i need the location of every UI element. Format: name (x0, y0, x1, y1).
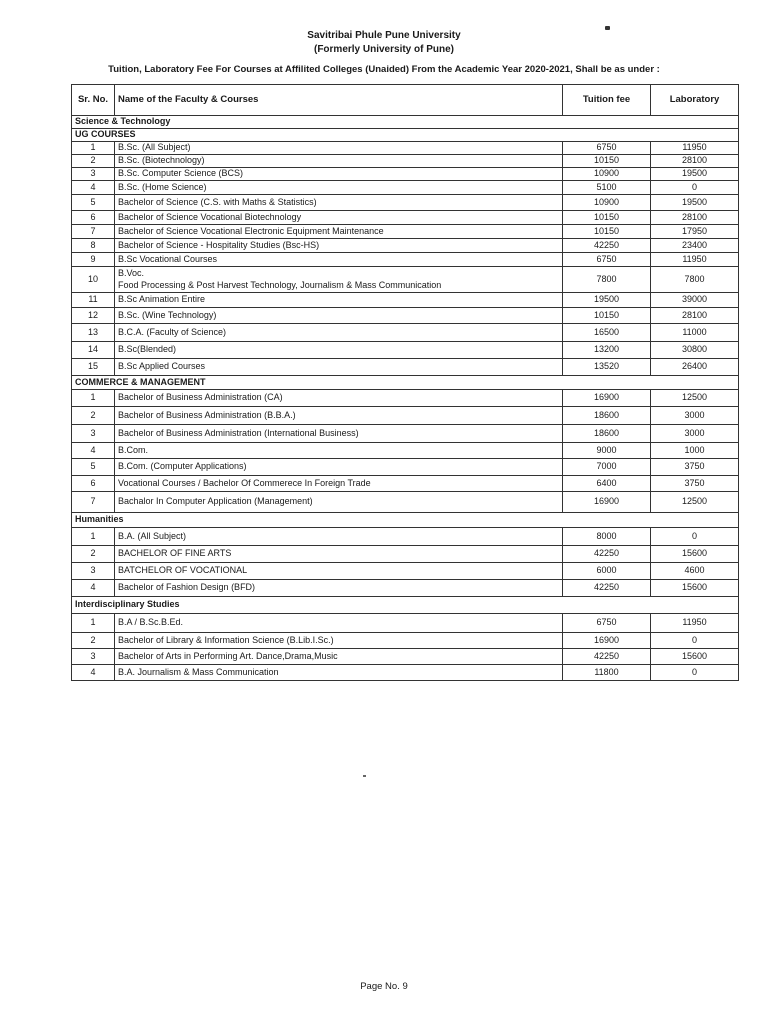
table-row (72, 359, 739, 376)
table-row (72, 225, 739, 239)
laboratory-fee: 0 (651, 665, 739, 681)
tuition-fee: 6400 (563, 476, 651, 492)
course-name: Bachelor of Business Administration (International Business) (115, 425, 563, 443)
table-row (72, 476, 739, 492)
laboratory-fee: 30800 (651, 342, 739, 359)
sr-no: 14 (72, 342, 115, 359)
laboratory-fee: 12500 (651, 492, 739, 513)
table-row (72, 390, 739, 407)
sr-no: 12 (72, 308, 115, 324)
laboratory-fee: 39000 (651, 293, 739, 308)
table-row (72, 407, 739, 425)
sr-no: 6 (72, 476, 115, 492)
tuition-fee: 16900 (563, 633, 651, 649)
table-row (72, 195, 739, 211)
sr-no: 7 (72, 225, 115, 239)
laboratory-fee: 11950 (651, 142, 739, 155)
tuition-fee: 7000 (563, 459, 651, 476)
table-row (72, 324, 739, 342)
table-row (72, 253, 739, 267)
tuition-fee: 7800 (563, 267, 651, 293)
tuition-fee: 18600 (563, 407, 651, 425)
section-row (72, 597, 739, 614)
laboratory-fee: 15600 (651, 580, 739, 597)
sr-no: 2 (72, 633, 115, 649)
table-row (72, 665, 739, 681)
sr-no: 3 (72, 649, 115, 665)
laboratory-fee: 28100 (651, 308, 739, 324)
tuition-fee: 42250 (563, 239, 651, 253)
tuition-fee: 6750 (563, 614, 651, 633)
course-name: B.Com. (115, 443, 563, 459)
course-name: B.Sc. Computer Science (BCS) (115, 168, 563, 181)
sr-no: 1 (72, 390, 115, 407)
sr-no: 2 (72, 546, 115, 563)
table-row (72, 168, 739, 181)
sr-no: 5 (72, 195, 115, 211)
laboratory-fee: 7800 (651, 267, 739, 293)
tuition-fee: 13520 (563, 359, 651, 376)
table-row (72, 443, 739, 459)
tuition-fee: 6000 (563, 563, 651, 580)
course-name: Bachelor of Science - Hospitality Studies (Bsc-HS) (115, 239, 563, 253)
laboratory-fee: 15600 (651, 649, 739, 665)
course-name: B.A. Journalism & Mass Communication (115, 665, 563, 681)
table-row (72, 267, 739, 293)
laboratory-fee: 3750 (651, 476, 739, 492)
course-name: Bachelor of Business Administration (CA) (115, 390, 563, 407)
laboratory-fee: 28100 (651, 155, 739, 168)
table-row (72, 528, 739, 546)
course-name: Bachelor of Science Vocational Biotechnology (115, 211, 563, 225)
tuition-fee: 10150 (563, 225, 651, 239)
section-row (72, 376, 739, 390)
table-row (72, 580, 739, 597)
course-name: Bachelor of Arts in Performing Art. Dance,Drama,Music (115, 649, 563, 665)
scan-speck (363, 775, 366, 777)
course-name-line2: Food Processing & Post Harvest Technology, Journalism & Mass Communication (118, 280, 442, 290)
sr-no: 2 (72, 155, 115, 168)
table-row (72, 425, 739, 443)
sr-no: 4 (72, 181, 115, 195)
laboratory-fee: 26400 (651, 359, 739, 376)
table-row (72, 239, 739, 253)
section-row (72, 129, 739, 142)
course-name: Bachalor In Computer Application (Management) (115, 492, 563, 513)
table-row (72, 308, 739, 324)
table-row (72, 563, 739, 580)
former-name: (Formerly University of Pune) (313, 44, 455, 55)
tuition-fee: 16900 (563, 390, 651, 407)
laboratory-fee: 28100 (651, 211, 739, 225)
table-row (72, 181, 739, 195)
tuition-fee: 13200 (563, 342, 651, 359)
tuition-fee: 11800 (563, 665, 651, 681)
laboratory-fee: 3000 (651, 407, 739, 425)
course-name: Bachelor of Science (C.S. with Maths & Statistics) (115, 195, 563, 211)
laboratory-fee: 17950 (651, 225, 739, 239)
course-name (115, 267, 563, 293)
table-row (72, 342, 739, 359)
table-row (72, 633, 739, 649)
sr-no: 8 (72, 239, 115, 253)
tuition-fee: 6750 (563, 142, 651, 155)
table-row (72, 614, 739, 633)
sr-no: 4 (72, 580, 115, 597)
sr-no: 13 (72, 324, 115, 342)
tuition-fee: 8000 (563, 528, 651, 546)
sr-no: 15 (72, 359, 115, 376)
course-name: Bachelor of Business Administration (B.B.A.) (115, 407, 563, 425)
header-sr-no: Sr. No. (72, 85, 115, 116)
faculty-title: Science & Technology (72, 116, 739, 129)
course-name: Bachelor of Fashion Design (BFD) (115, 580, 563, 597)
course-name: B.Sc Animation Entire (115, 293, 563, 308)
laboratory-fee: 19500 (651, 195, 739, 211)
table-header-row (72, 85, 739, 116)
tuition-fee: 5100 (563, 181, 651, 195)
tuition-fee: 42250 (563, 580, 651, 597)
sr-no: 11 (72, 293, 115, 308)
fee-table (71, 84, 739, 681)
course-name: B.C.A. (Faculty of Science) (115, 324, 563, 342)
tuition-fee: 16500 (563, 324, 651, 342)
table-row (72, 211, 739, 225)
sr-no: 3 (72, 168, 115, 181)
course-name-line1: B.Voc. (118, 267, 145, 278)
course-name: B.Sc. (Biotechnology) (115, 155, 563, 168)
laboratory-fee: 0 (651, 633, 739, 649)
sr-no: 2 (72, 407, 115, 425)
tuition-fee: 6750 (563, 253, 651, 267)
course-name: BACHELOR OF FINE ARTS (115, 546, 563, 563)
tuition-fee: 19500 (563, 293, 651, 308)
course-name: Bachelor of Science Vocational Electronic Equipment Maintenance (115, 225, 563, 239)
sr-no: 3 (72, 563, 115, 580)
laboratory-fee: 23400 (651, 239, 739, 253)
course-name: B.A. (All Subject) (115, 528, 563, 546)
section-row (72, 513, 739, 528)
section-title: COMMERCE & MANAGEMENT (72, 376, 739, 390)
tuition-fee: 10900 (563, 168, 651, 181)
sr-no: 4 (72, 665, 115, 681)
course-name: B.Sc Applied Courses (115, 359, 563, 376)
sr-no: 4 (72, 443, 115, 459)
course-name: B.Sc(Blended) (115, 342, 563, 359)
document-subtitle: Tuition, Laboratory Fee For Courses at Affilited Colleges (Unaided) From the Academic Year 2020-2021, Shall be as under : (108, 64, 660, 75)
table-row (72, 649, 739, 665)
laboratory-fee: 11950 (651, 614, 739, 633)
laboratory-fee: 11000 (651, 324, 739, 342)
sr-no: 1 (72, 142, 115, 155)
tuition-fee: 10150 (563, 155, 651, 168)
tuition-fee: 10900 (563, 195, 651, 211)
tuition-fee: 9000 (563, 443, 651, 459)
laboratory-fee: 19500 (651, 168, 739, 181)
laboratory-fee: 15600 (651, 546, 739, 563)
header-course-name: Name of the Faculty & Courses (115, 85, 563, 116)
laboratory-fee: 0 (651, 181, 739, 195)
course-name: Bachelor of Library & Information Science (B.Lib.I.Sc.) (115, 633, 563, 649)
section-title: Humanities (72, 513, 739, 528)
course-name: BATCHELOR OF VOCATIONAL (115, 563, 563, 580)
laboratory-fee: 1000 (651, 443, 739, 459)
tuition-fee: 16900 (563, 492, 651, 513)
sr-no: 9 (72, 253, 115, 267)
laboratory-fee: 11950 (651, 253, 739, 267)
sr-no: 7 (72, 492, 115, 513)
scan-mark (605, 26, 610, 30)
page-number: Page No. 9 (360, 981, 408, 992)
header-tuition-fee: Tuition fee (563, 85, 651, 116)
tuition-fee: 42250 (563, 546, 651, 563)
table-row (72, 142, 739, 155)
sr-no: 1 (72, 528, 115, 546)
course-name: B.A / B.Sc.B.Ed. (115, 614, 563, 633)
laboratory-fee: 12500 (651, 390, 739, 407)
sr-no: 10 (72, 267, 115, 293)
course-name: B.Sc Vocational Courses (115, 253, 563, 267)
table-row (72, 459, 739, 476)
section-title: Interdisciplinary Studies (72, 597, 739, 614)
sr-no: 5 (72, 459, 115, 476)
sr-no: 6 (72, 211, 115, 225)
laboratory-fee: 0 (651, 528, 739, 546)
section-title: UG COURSES (72, 129, 739, 142)
table-row (72, 546, 739, 563)
table-row (72, 293, 739, 308)
laboratory-fee: 3750 (651, 459, 739, 476)
table-row (72, 155, 739, 168)
header-laboratory: Laboratory (651, 85, 739, 116)
tuition-fee: 10150 (563, 308, 651, 324)
course-name: B.Sc. (Wine Technology) (115, 308, 563, 324)
sr-no: 3 (72, 425, 115, 443)
course-name: Vocational Courses / Bachelor Of Commerece In Foreign Trade (115, 476, 563, 492)
sr-no: 1 (72, 614, 115, 633)
university-name: Savitribai Phule Pune University (307, 30, 461, 41)
faculty-row (72, 116, 739, 129)
course-name: B.Sc. (All Subject) (115, 142, 563, 155)
laboratory-fee: 3000 (651, 425, 739, 443)
table-row (72, 492, 739, 513)
tuition-fee: 10150 (563, 211, 651, 225)
tuition-fee: 18600 (563, 425, 651, 443)
course-name: B.Sc. (Home Science) (115, 181, 563, 195)
tuition-fee: 42250 (563, 649, 651, 665)
course-name: B.Com. (Computer Applications) (115, 459, 563, 476)
laboratory-fee: 4600 (651, 563, 739, 580)
